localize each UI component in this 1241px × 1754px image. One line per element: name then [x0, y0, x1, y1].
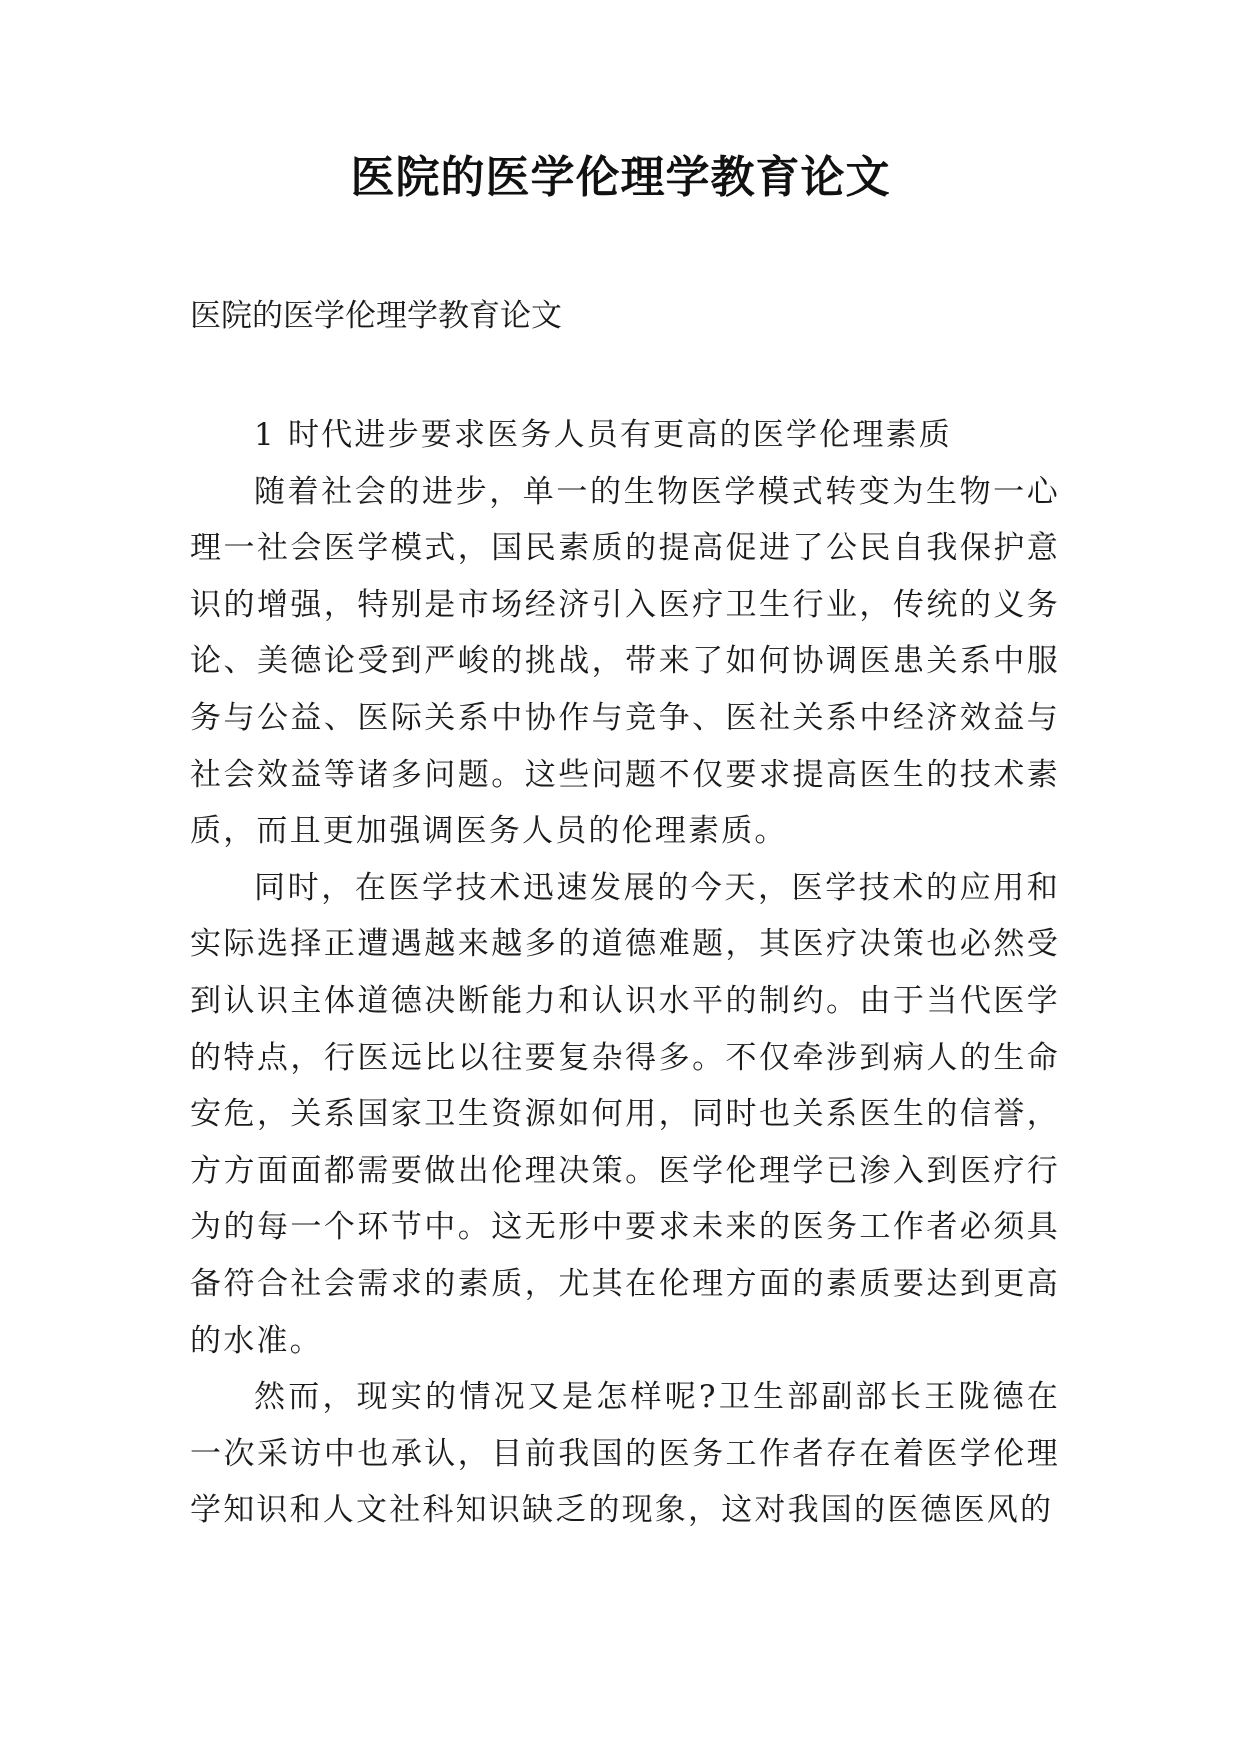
body-paragraph: 然而，现实的情况又是怎样呢?卫生部副部长王陇德在一次采访中也承认，目前我国的医务工作者存在着医学伦理学知识和人文社科知识缺乏的现象，这对我国的医德医风的	[190, 1379, 1060, 1529]
body-paragraph: 随着社会的进步，单一的生物医学模式转变为生物一心理一社会医学模式，国民素质的提高促进了公民自我保护意识的增强，特别是市场经济引入医疗卫生行业，传统的义务论、美德论受到严峻的挑战，带来了如何协调医患关系中服务与公益、医际关系中协作与竞争、医社关系中经济效益与社会效益等诸多问题。这些问题不仅要求提高医生的技术素质，而且更加强调医务人员的伦理素质。	[190, 473, 1060, 850]
section-heading: 1 时代进步要求医务人员有更高的医学伦理素质	[254, 417, 952, 453]
document-title: 医院的医学伦理学教育论文	[350, 152, 891, 203]
document-body	[190, 407, 1060, 1539]
body-paragraph: 同时，在医学技术迅速发展的今天，医学技术的应用和实际选择正遭遇越来越多的道德难题，其医疗决策也必然受到认识主体道德决断能力和认识水平的制约。由于当代医学的特点，行医远比以往要复杂得多。不仅牵涉到病人的生命安危，关系国家卫生资源如何用，同时也关系医生的信誉，方方面面都需要做出伦理决策。医学伦理学已渗入到医疗行为的每一个环节中。这无形中要求未来的医务工作者必须具备符合社会需求的素质，尤其在伦理方面的素质要达到更高的水准。	[190, 869, 1060, 1359]
document-subtitle: 医院的医学伦理学教育论文	[190, 298, 562, 334]
